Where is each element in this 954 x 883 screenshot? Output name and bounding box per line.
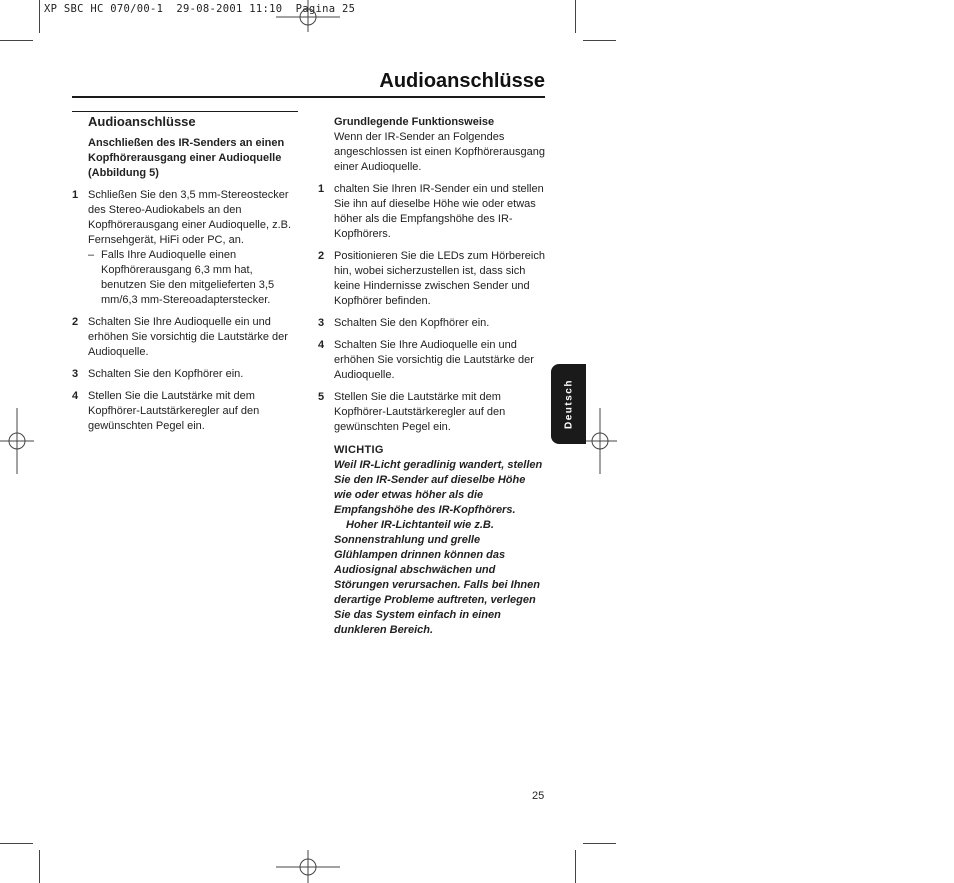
- step-number: 1: [318, 183, 325, 195]
- dash-bullet: –: [88, 249, 95, 261]
- list-item: [318, 338, 546, 383]
- list-item: [318, 390, 546, 435]
- step-text: Stellen Sie die Lautstärke mit dem Kopfhörer-Lautstärkeregler auf den gewünschten Pegel ein.: [88, 390, 260, 432]
- crop-mark-top-left-v: [39, 0, 40, 33]
- crop-mark-bottom-right-h: [583, 843, 616, 844]
- list-item: [72, 367, 300, 382]
- page-number: 25: [532, 790, 545, 802]
- step-text: Schalten Sie Ihre Audioquelle ein und erhöhen Sie vorsichtig die Lautstärke der Audioquelle.: [334, 339, 534, 381]
- section-rule: [72, 111, 298, 112]
- list-item: [72, 188, 300, 308]
- print-header: XP SBC HC 070/00-1 29-08-2001 11:10 Pagina 25: [44, 3, 356, 15]
- step-number: 2: [318, 250, 325, 262]
- crop-mark-bottom-left-v: [39, 850, 40, 883]
- step-text: Stellen Sie die Lautstärke mit dem Kopfhörer-Lautstärkeregler auf den gewünschten Pegel ein.: [334, 391, 506, 433]
- list-item: [72, 389, 300, 434]
- warning-paragraph-2: Hoher IR-Lichtanteil wie z.B. Sonnenstrahlung und grelle Glühlampen drinnen können das Audiosignal abschwächen und Störungen verursachen. Falls bei Ihnen derartige Probleme auftreten, verlegen Sie das System einfach in einen dunkleren Bereich.: [334, 519, 540, 636]
- sub-item-text: Falls Ihre Audioquelle einen Kopfhörerausgang 6,3 mm hat, benutzen Sie den mitgelieferten 3,5 mm/6,3 mm-Stereoadapterstecker.: [101, 249, 275, 306]
- step-number: 4: [72, 390, 79, 402]
- crop-mark-top-right-v: [575, 0, 576, 33]
- step-number: 1: [72, 189, 79, 201]
- list-item: [72, 315, 300, 360]
- step-text: Positionieren Sie die LEDs zum Hörbereich hin, wobei sicherzustellen ist, dass sich keine Hindernisse zwischen Sender und Kopfhörer befinden.: [334, 250, 545, 307]
- step-number: 2: [72, 316, 79, 328]
- subsection-title: Grundlegende Funktionsweise: [334, 116, 495, 128]
- title-rule: [72, 96, 545, 98]
- right-column: [318, 115, 546, 638]
- registration-mark-bottom: [276, 850, 340, 883]
- registration-mark-left: [0, 408, 34, 474]
- list-item: [318, 182, 546, 242]
- step-number: 3: [318, 317, 325, 329]
- step-text: chalten Sie Ihren IR-Sender ein und stellen Sie ihn auf dieselbe Höhe wie oder etwas höher als die Empfangshöhe des IR-Kopfhörers.: [334, 183, 544, 240]
- subsection-title: Anschließen des IR-Senders an einen Kopfhörerausgang einer Audioquelle (Abbildung 5): [88, 137, 285, 179]
- step-text: Schalten Sie den Kopfhörer ein.: [334, 317, 490, 329]
- crop-mark-top-left-h: [0, 40, 33, 41]
- step-number: 5: [318, 391, 325, 403]
- crop-mark-bottom-right-v: [575, 850, 576, 883]
- warning-paragraph-1: Weil IR-Licht geradlinig wandert, stellen Sie den IR-Sender auf dieselbe Höhe wie oder etwas höher als die Empfangshöhe des IR-Kopfhörers.: [334, 459, 543, 516]
- warning-text: [334, 458, 546, 638]
- crop-mark-top-right-h: [583, 40, 616, 41]
- language-tab-label: Deutsch: [563, 379, 574, 429]
- step-number: 3: [72, 368, 79, 380]
- sub-item: [88, 248, 300, 308]
- intro-text: Wenn der IR-Sender an Folgendes angeschlossen ist einen Kopfhörerausgang einer Audioquelle.: [334, 131, 545, 173]
- list-item: [318, 316, 546, 331]
- list-item: [318, 249, 546, 309]
- step-text: Schließen Sie den 3,5 mm-Stereostecker des Stereo-Audiokabels an den Kopfhörerausgang einer Audioquelle, z.B. Fernsehgerät, HiFi oder PC, an.: [88, 189, 292, 246]
- step-text: Schalten Sie den Kopfhörer ein.: [88, 368, 244, 380]
- page-title: Audioanschlüsse: [379, 70, 545, 92]
- language-tab: [551, 364, 586, 444]
- step-text: Schalten Sie Ihre Audioquelle ein und erhöhen Sie vorsichtig die Lautstärke der Audioquelle.: [88, 316, 288, 358]
- crop-mark-bottom-left-h: [0, 843, 33, 844]
- registration-mark-top: [276, 0, 340, 34]
- warning-title: WICHTIG: [334, 444, 384, 456]
- section-title: Audioanschlüsse: [88, 114, 196, 129]
- registration-mark-right: [583, 408, 617, 474]
- left-column: [72, 114, 300, 434]
- step-number: 4: [318, 339, 325, 351]
